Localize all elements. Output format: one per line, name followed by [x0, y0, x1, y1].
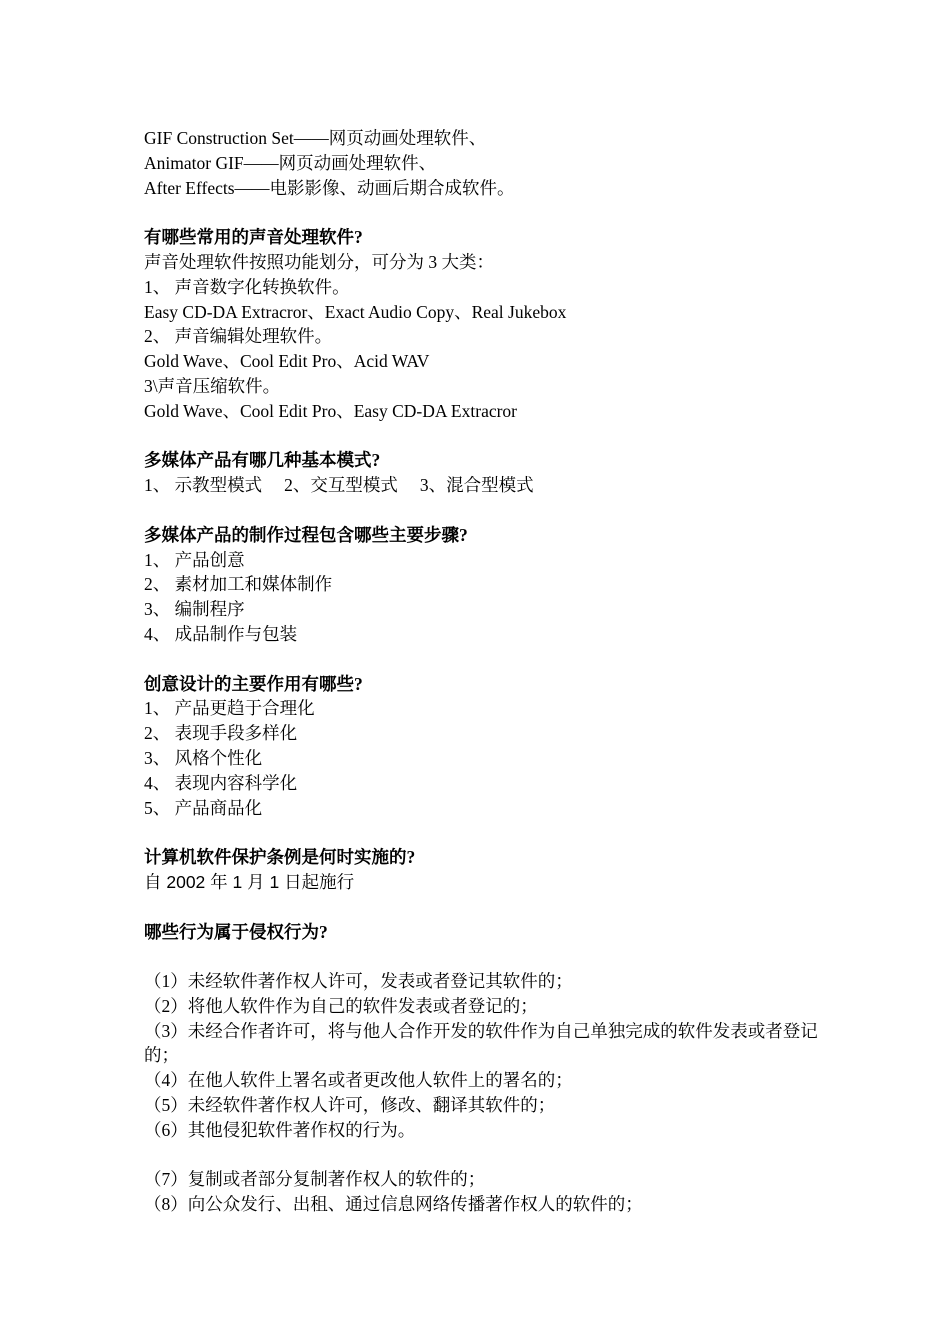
list-item: 4、 成品制作与包装 — [144, 623, 298, 644]
document-body — [144, 126, 824, 1217]
mode-1: 1、 示教型模式 — [144, 475, 263, 496]
infringement-question-heading: 哪些行为属于侵权行为? — [144, 921, 328, 942]
list-item: （5）未经软件著作权人许可，修改、翻译其软件的； — [144, 1095, 556, 1116]
sound-category-2-items: Gold Wave、Cool Edit Pro、Acid WAV — [144, 351, 430, 372]
software-line-animator: Animator GIF——网页动画处理软件、 — [144, 152, 437, 173]
list-item: 3、 编制程序 — [144, 599, 245, 620]
steps-question-heading: 多媒体产品的制作过程包含哪些主要步骤? — [144, 524, 468, 545]
list-item: 2、 素材加工和媒体制作 — [144, 574, 333, 595]
regulation-question-heading: 计算机软件保护条例是何时实施的? — [144, 847, 416, 868]
list-item: （8）向公众发行、出租、通过信息网络传播著作权人的软件的； — [144, 1194, 643, 1215]
list-item: （6）其他侵犯软件著作权的行为。 — [144, 1119, 416, 1140]
software-line-gif: GIF Construction Set——网页动画处理软件、 — [144, 128, 487, 148]
sound-category-1-items: Easy CD-DA Extracror、Exact Audio Copy、Real Jukebox — [144, 301, 567, 322]
list-item: （7）复制或者部分复制著作权人的软件的； — [144, 1169, 486, 1190]
list-item: （2）将他人软件作为自己的软件发表或者登记的； — [144, 995, 538, 1016]
mode-3: 3、混合型模式 — [419, 475, 534, 496]
creative-question-heading: 创意设计的主要作用有哪些? — [144, 673, 363, 694]
sound-category-3: 3\声音压缩软件。 — [144, 375, 281, 396]
list-item: 1、 产品更趋于合理化 — [144, 698, 315, 719]
list-item: 4、 表现内容科学化 — [144, 772, 298, 793]
list-item: 1、 产品创意 — [144, 549, 245, 570]
sound-category-2: 2、 声音编辑处理软件。 — [144, 326, 333, 347]
modes-list — [144, 473, 824, 498]
regulation-answer: 自 2002 年 1 月 1 日起施行 — [144, 871, 355, 892]
list-item: 5、 产品商品化 — [144, 797, 263, 818]
sound-intro: 声音处理软件按照功能划分，可分为 3 大类： — [144, 251, 494, 272]
software-line-after-effects: After Effects——电影影像、动画后期合成软件。 — [144, 177, 515, 198]
list-item: 2、 表现手段多样化 — [144, 723, 298, 744]
modes-question-heading: 多媒体产品有哪几种基本模式? — [144, 450, 381, 471]
list-item: （1）未经软件著作权人许可，发表或者登记其软件的； — [144, 971, 573, 992]
list-item: （3）未经合作者许可，将与他人合作开发的软件作为自己单独完成的软件发表或者登记的； — [144, 1020, 818, 1066]
list-item: （4）在他人软件上署名或者更改他人软件上的署名的； — [144, 1070, 573, 1091]
list-item: 3、 风格个性化 — [144, 747, 263, 768]
sound-question-heading: 有哪些常用的声音处理软件? — [144, 227, 363, 248]
sound-category-1: 1、 声音数字化转换软件。 — [144, 276, 350, 297]
sound-category-3-items: Gold Wave、Cool Edit Pro、Easy CD-DA Extracror — [144, 400, 518, 421]
mode-2: 2、交互型模式 — [284, 475, 398, 496]
